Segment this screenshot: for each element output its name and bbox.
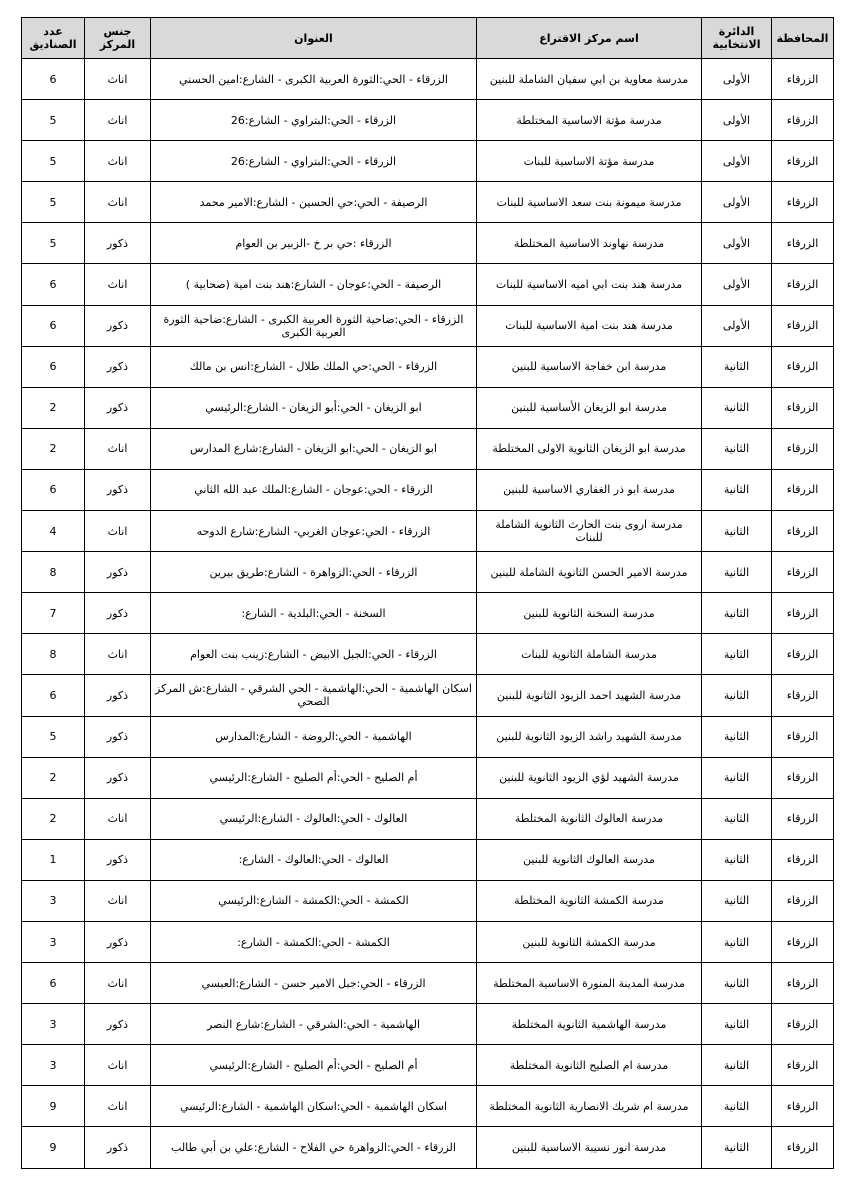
cell-governorate: الزرقاء [772,100,834,141]
cell-district: الثانية [702,387,772,428]
cell-center-gender: اناث [85,100,151,141]
table-row [22,757,834,798]
cell-district: الثانية [702,880,772,921]
cell-center-name: مدرسة هند بنت امية الاساسية للبنات [477,305,702,346]
cell-box-count: 3 [22,880,85,921]
cell-district: الأولى [702,59,772,100]
cell-center-name: مدرسة العالوك الثانوية المختلطة [477,798,702,839]
cell-box-count: 6 [22,675,85,716]
table-row [22,1086,834,1127]
cell-address: الزرقاء - الحي:الزواهرة حي الفلاح - الشارع:علي بن أبي طالب [151,1127,477,1168]
cell-governorate: الزرقاء [772,552,834,593]
cell-center-gender: ذكور [85,469,151,510]
cell-center-name: مدرسة اروى بنت الحارث الثانوية الشاملة للبنات [477,511,702,552]
cell-district: الأولى [702,264,772,305]
cell-governorate: الزرقاء [772,387,834,428]
cell-center-name: مدرسة ابن خفاجة الاساسية للبنين [477,346,702,387]
cell-address: الزرقاء - الحي:البتراوي - الشارع:26 [151,141,477,182]
cell-district: الأولى [702,100,772,141]
cell-address: الرصيفة - الحي:حي الحسين - الشارع:الامير محمد [151,182,477,223]
cell-district: الثانية [702,1086,772,1127]
cell-district: الثانية [702,963,772,1004]
cell-center-name: مدرسة الشهيد احمد الزيود الثانوية للبنين [477,675,702,716]
cell-address: اسكان الهاشمية - الحي:اسكان الهاشمية - الشارع:الرئيسي [151,1086,477,1127]
cell-center-name: مدرسة انور نسيبة الاساسية للبنين [477,1127,702,1168]
cell-center-name: مدرسة الكمشة الثانوية المختلطة [477,880,702,921]
cell-governorate: الزرقاء [772,1127,834,1168]
table-row [22,428,834,469]
cell-center-name: مدرسة ابو الزيغان الثانوية الاولى المختلطة [477,428,702,469]
table-row [22,141,834,182]
header-address: العنوان [151,18,477,59]
cell-box-count: 5 [22,182,85,223]
cell-governorate: الزرقاء [772,634,834,675]
cell-center-gender: ذكور [85,839,151,880]
cell-governorate: الزرقاء [772,716,834,757]
cell-address: العالوك - الحي:العالوك - الشارع: [151,839,477,880]
cell-governorate: الزرقاء [772,141,834,182]
cell-center-gender: ذكور [85,305,151,346]
cell-governorate: الزرقاء [772,469,834,510]
cell-district: الأولى [702,182,772,223]
cell-box-count: 5 [22,223,85,264]
cell-center-gender: اناث [85,428,151,469]
cell-box-count: 1 [22,839,85,880]
table-header-row [22,18,834,59]
cell-address: اسكان الهاشمية - الحي:الهاشمية - الحي الشرقي - الشارع:ش المركز الصحي [151,675,477,716]
cell-center-name: مدرسة ابو الزيغان الأساسية للبنين [477,387,702,428]
table-row [22,1004,834,1045]
cell-center-name: مدرسة ميمونة بنت سعد الاساسية للبنات [477,182,702,223]
cell-center-name: مدرسة الامير الحسن الثانوية الشاملة للبنين [477,552,702,593]
cell-center-name: مدرسة ام شريك الانصارية الثانوية المختلطة [477,1086,702,1127]
table-row [22,593,834,634]
table-row [22,963,834,1004]
cell-governorate: الزرقاء [772,264,834,305]
table-row [22,223,834,264]
cell-box-count: 4 [22,511,85,552]
cell-center-name: مدرسة نهاوند الاساسية المختلطة [477,223,702,264]
cell-district: الثانية [702,675,772,716]
cell-center-name: مدرسة معاوية بن ابي سفيان الشاملة للبنين [477,59,702,100]
cell-governorate: الزرقاء [772,675,834,716]
table-row [22,182,834,223]
cell-address: الزرقاء - الحي:البتراوي - الشارع:26 [151,100,477,141]
cell-center-name: مدرسة الهاشمية الثانوية المختلطة [477,1004,702,1045]
cell-address: الزرقاء - الحي:عوجان الغربي- الشارع:شارع الدوحه [151,511,477,552]
cell-address: الزرقاء :حي بر خ -الزبير بن العوام [151,223,477,264]
cell-district: الثانية [702,511,772,552]
cell-district: الثانية [702,716,772,757]
cell-district: الثانية [702,798,772,839]
header-district: الدائرة الانتخابية [702,18,772,59]
cell-address: السخنة - الحي:البلدية - الشارع: [151,593,477,634]
cell-address: أم الصليح - الحي:أم الصليح - الشارع:الرئيسي [151,1045,477,1086]
cell-district: الثانية [702,469,772,510]
header-center-name: اسم مركز الاقتراع [477,18,702,59]
cell-governorate: الزرقاء [772,593,834,634]
cell-box-count: 6 [22,963,85,1004]
cell-district: الثانية [702,1004,772,1045]
cell-governorate: الزرقاء [772,921,834,962]
cell-address: الزرقاء - الحي:عوجان - الشارع:الملك عبد الله الثاني [151,469,477,510]
cell-governorate: الزرقاء [772,59,834,100]
cell-address: العالوك - الحي:العالوك - الشارع:الرئيسي [151,798,477,839]
cell-district: الثانية [702,634,772,675]
cell-center-gender: ذكور [85,757,151,798]
cell-governorate: الزرقاء [772,757,834,798]
cell-box-count: 9 [22,1127,85,1168]
table-row [22,1045,834,1086]
table-row [22,1127,834,1168]
cell-district: الثانية [702,552,772,593]
table-row [22,387,834,428]
polling-centers-table [21,17,834,1169]
cell-center-gender: ذكور [85,346,151,387]
cell-governorate: الزرقاء [772,511,834,552]
cell-governorate: الزرقاء [772,1004,834,1045]
cell-district: الأولى [702,305,772,346]
polling-centers-sheet [21,17,833,1169]
cell-district: الثانية [702,839,772,880]
cell-box-count: 6 [22,346,85,387]
cell-box-count: 3 [22,1004,85,1045]
cell-center-gender: اناث [85,264,151,305]
cell-box-count: 9 [22,1086,85,1127]
cell-address: الكمشة - الحي:الكمشة - الشارع:الرئيسي [151,880,477,921]
cell-center-name: مدرسة السخنة الثانوية للبنين [477,593,702,634]
cell-district: الثانية [702,593,772,634]
cell-center-gender: ذكور [85,1127,151,1168]
cell-governorate: الزرقاء [772,223,834,264]
cell-center-name: مدرسة هند بنت ابي اميه الاساسية للبنات [477,264,702,305]
cell-center-gender: ذكور [85,1004,151,1045]
cell-center-gender: اناث [85,963,151,1004]
cell-governorate: الزرقاء [772,798,834,839]
cell-center-gender: اناث [85,511,151,552]
cell-address: الكمشة - الحي:الكمشة - الشارع: [151,921,477,962]
cell-center-gender: ذكور [85,593,151,634]
cell-district: الثانية [702,1127,772,1168]
cell-center-name: مدرسة ام الصليح الثانوية المختلطة [477,1045,702,1086]
cell-governorate: الزرقاء [772,346,834,387]
table-row [22,880,834,921]
cell-governorate: الزرقاء [772,305,834,346]
cell-address: الهاشمية - الحي:الشرقي - الشارع:شارع النصر [151,1004,477,1045]
cell-center-name: مدرسة الكمشة الثانوية للبنين [477,921,702,962]
cell-district: الثانية [702,346,772,387]
cell-governorate: الزرقاء [772,880,834,921]
table-row [22,264,834,305]
table-row [22,511,834,552]
cell-district: الثانية [702,921,772,962]
cell-box-count: 8 [22,634,85,675]
cell-center-name: مدرسة ابو ذر الغفاري الاساسية للبنين [477,469,702,510]
cell-governorate: الزرقاء [772,1045,834,1086]
cell-center-gender: اناث [85,634,151,675]
cell-box-count: 2 [22,798,85,839]
table-row [22,469,834,510]
cell-address: الزرقاء - الحي:حي الملك طلال - الشارع:انس بن مالك [151,346,477,387]
cell-center-gender: ذكور [85,223,151,264]
table-row [22,921,834,962]
cell-center-gender: ذكور [85,552,151,593]
cell-box-count: 6 [22,469,85,510]
cell-box-count: 6 [22,305,85,346]
table-row [22,634,834,675]
cell-governorate: الزرقاء [772,1086,834,1127]
table-row [22,839,834,880]
cell-box-count: 3 [22,921,85,962]
cell-address: الزرقاء - الحي:الزواهرة - الشارع:طريق بيرين [151,552,477,593]
cell-box-count: 6 [22,264,85,305]
cell-address: الزرقاء - الحي:الثورة العربية الكبرى - الشارع:امين الحسني [151,59,477,100]
cell-district: الثانية [702,1045,772,1086]
cell-address: ابو الزيغان - الحي:ابو الزيغان - الشارع:شارع المدارس [151,428,477,469]
cell-district: الأولى [702,223,772,264]
cell-box-count: 5 [22,100,85,141]
cell-center-name: مدرسة العالوك الثانوية للبنين [477,839,702,880]
cell-center-name: مدرسة الشهيد راشد الزيود الثانوية للبنين [477,716,702,757]
cell-center-gender: ذكور [85,921,151,962]
cell-box-count: 5 [22,141,85,182]
cell-center-gender: اناث [85,1045,151,1086]
cell-box-count: 2 [22,757,85,798]
cell-district: الأولى [702,141,772,182]
cell-center-name: مدرسة الشهيد لؤي الزيود الثانوية للبنين [477,757,702,798]
cell-box-count: 5 [22,716,85,757]
cell-address: الرصيفة - الحي:عوجان - الشارع:هند بنت امية (صحابية ) [151,264,477,305]
cell-center-name: مدرسة مؤتة الاساسية للبنات [477,141,702,182]
header-box-count: عدد الصناديق [22,18,85,59]
cell-governorate: الزرقاء [772,963,834,1004]
cell-district: الثانية [702,428,772,469]
cell-district: الثانية [702,757,772,798]
header-governorate: المحافظة [772,18,834,59]
cell-center-name: مدرسة المدينة المنورة الاساسية المختلطة [477,963,702,1004]
cell-center-gender: ذكور [85,675,151,716]
cell-governorate: الزرقاء [772,839,834,880]
header-center-gender: جنس المركز [85,18,151,59]
cell-address: أم الصليح - الحي:أم الصليح - الشارع:الرئيسي [151,757,477,798]
cell-center-name: مدرسة مؤتة الاساسية المختلطة [477,100,702,141]
cell-center-name: مدرسة الشاملة الثانوية للبنات [477,634,702,675]
cell-address: ابو الزيغان - الحي:أبو الزيغان - الشارع:الرئيسي [151,387,477,428]
table-row [22,305,834,346]
cell-address: الزرقاء - الحي:الجبل الابيض - الشارع:زينب بنت العوام [151,634,477,675]
cell-box-count: 3 [22,1045,85,1086]
table-row [22,675,834,716]
table-row [22,346,834,387]
cell-governorate: الزرقاء [772,182,834,223]
table-row [22,100,834,141]
cell-box-count: 2 [22,387,85,428]
cell-center-gender: اناث [85,798,151,839]
table-row [22,59,834,100]
cell-center-gender: اناث [85,880,151,921]
cell-address: الزرقاء - الحي:ضاحية الثورة العربية الكبرى - الشارع:ضاحية الثورة العربية الكبرى [151,305,477,346]
cell-box-count: 2 [22,428,85,469]
cell-center-gender: اناث [85,141,151,182]
cell-governorate: الزرقاء [772,428,834,469]
table-row [22,798,834,839]
table-row [22,552,834,593]
cell-center-gender: اناث [85,59,151,100]
cell-center-gender: اناث [85,182,151,223]
cell-address: الهاشمية - الحي:الروضة - الشارع:المدارس [151,716,477,757]
cell-address: الزرقاء - الحي:جبل الامير حسن - الشارع:العبسي [151,963,477,1004]
cell-box-count: 6 [22,59,85,100]
table-row [22,716,834,757]
cell-center-gender: ذكور [85,387,151,428]
cell-center-gender: ذكور [85,716,151,757]
cell-box-count: 7 [22,593,85,634]
cell-center-gender: اناث [85,1086,151,1127]
cell-box-count: 8 [22,552,85,593]
